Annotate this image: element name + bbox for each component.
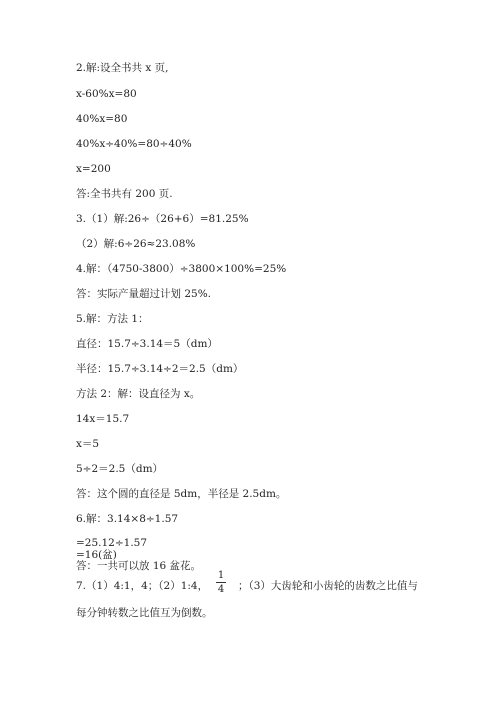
line-q2-intro: 2.解:设全书共 x 页, <box>76 62 169 74</box>
line-q6-step2: =16(盆) <box>76 549 117 561</box>
fraction-bar <box>216 582 226 583</box>
line-q6-step1: =25.12÷1.57 <box>76 537 148 549</box>
line-q2-answer: 答:全书共有 200 页. <box>76 188 173 200</box>
line-q5-answer: 答：这个圆的直径是 5dm，半径是 2.5dm。 <box>76 488 287 500</box>
line-q2-eq2: 40%x=80 <box>76 113 128 125</box>
line-q3-part2: （2）解:6÷26≈23.08% <box>76 238 196 250</box>
line-q3-part1: 3.（1）解:26÷（26+6）=81.25% <box>76 213 249 225</box>
line-q5-method2: 方法 2：解：设直径为 x。 <box>76 388 201 400</box>
line-q2-eq4: x=200 <box>76 163 111 175</box>
line-q2-eq3: 40%x÷40%=80÷40% <box>76 138 192 150</box>
fraction-numerator: 1 <box>217 570 225 581</box>
line-q6-solution: 6.解：3.14×8÷1.57 <box>76 513 179 525</box>
fraction-denominator: 4 <box>217 584 225 595</box>
line-q5-radius: 半径：15.7÷3.14÷2＝2.5（dm） <box>76 363 244 375</box>
line-q7-continued: 每分钟转数之比值互为倒数。 <box>76 607 213 619</box>
line-q5-eq2: x＝5 <box>76 438 100 450</box>
line-q2-eq1: x-60%x=80 <box>76 88 137 100</box>
line-q7-before: 7.（1）4:1，4；（2）1:4， <box>76 580 209 592</box>
line-q6-answer: 答：一共可以放 16 盆花。 <box>76 560 202 572</box>
line-q5-method1: 5.解：方法 1： <box>76 313 149 325</box>
line-q4-solution: 4.解：（4750-3800）÷3800×100%=25% <box>76 263 287 275</box>
line-q7-after: ；（3）大齿轮和小齿轮的齿数之比值与 <box>238 580 418 592</box>
line-q5-eq3: 5÷2＝2.5（dm） <box>76 463 164 475</box>
line-q4-answer: 答：实际产量超过计划 25%. <box>76 288 212 300</box>
line-q5-diameter: 直径：15.7÷3.14＝5（dm） <box>76 338 218 350</box>
fraction-one-quarter <box>214 570 228 595</box>
line-q5-eq1: 14x＝15.7 <box>76 413 130 425</box>
